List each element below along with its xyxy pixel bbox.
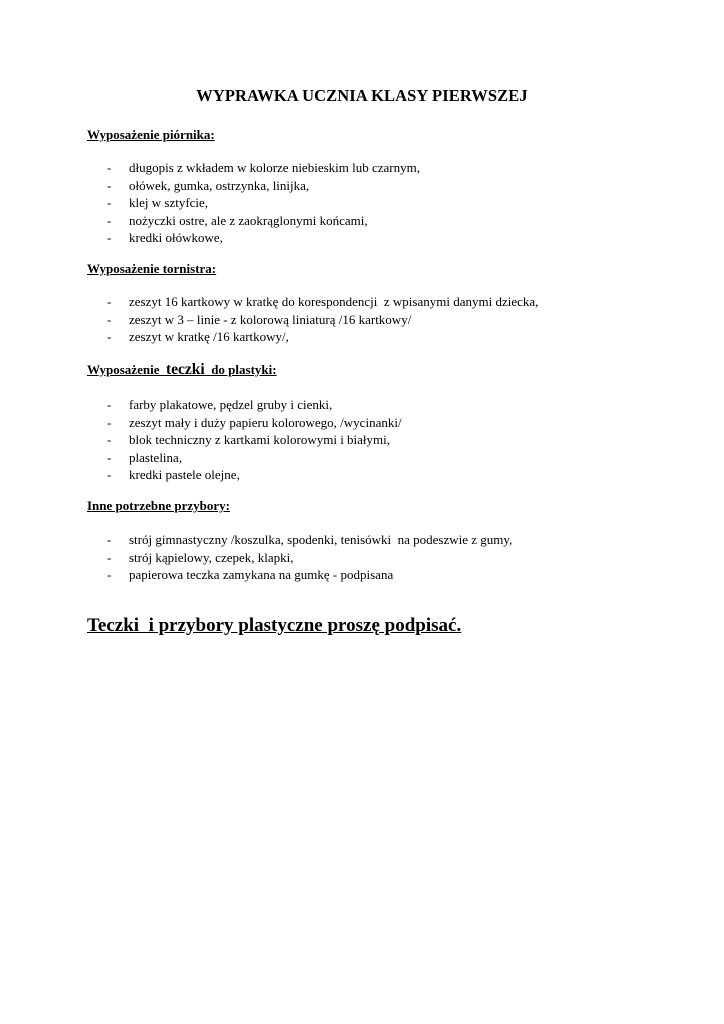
bullet-dash: - [107, 294, 112, 309]
list-item [87, 212, 687, 230]
bullet-dash: - [107, 397, 112, 412]
list-item [87, 229, 687, 247]
bullet-dash: - [107, 311, 112, 327]
list-item-text: ołówek, gumka, ostrzynka, linijka, [129, 177, 310, 193]
bullet-dash: - [107, 160, 112, 175]
section-heading: Wyposażenie piórnika: [87, 127, 215, 142]
bullet-dash: - [107, 432, 112, 447]
bullet-dash: - [107, 549, 112, 565]
bullet-dash: - [107, 449, 112, 465]
list-item-text: papierowa teczka zamykana na gumkę - podpisana [129, 567, 394, 582]
heading-part: Wyposażenie [87, 362, 166, 377]
list-item-text: plastelina, [129, 449, 183, 465]
section-pencil-case [87, 126, 687, 247]
section-other-supplies [87, 497, 687, 584]
section-heading [87, 361, 687, 379]
list-item [87, 531, 687, 549]
bullet-dash: - [107, 329, 112, 344]
section-backpack [87, 260, 687, 346]
bullet-dash: - [107, 195, 112, 210]
list-item-text: zeszyt 16 kartkowy w kratkę do korespondencji z wpisanymi danymi dziecka, [129, 294, 539, 309]
list-item [87, 293, 687, 311]
list-item [87, 194, 687, 212]
heading-part: teczki [165, 361, 205, 378]
item-list [87, 159, 687, 247]
list-item [87, 431, 687, 449]
list-item-text: klej w sztyfcie, [129, 195, 209, 210]
list-item [87, 549, 687, 567]
bullet-dash: - [107, 567, 112, 582]
item-list [87, 293, 687, 346]
list-item-text: nożyczki ostre, ale z zaokrąglonymi końcami, [129, 212, 368, 228]
list-item-text: farby plakatowe, pędzel gruby i cienki, [129, 397, 333, 412]
section-heading: Inne potrzebne przybory: [87, 498, 230, 513]
item-list [87, 531, 687, 584]
bullet-dash: - [107, 177, 112, 193]
bullet-dash: - [107, 532, 112, 547]
document-title: WYPRAWKA UCZNIA KLASY PIERWSZEJ [196, 86, 528, 105]
list-item-text: zeszyt mały i duży papieru kolorowego, /wycinanki/ [129, 414, 402, 430]
list-item-text: zeszyt w 3 – linie - z kolorową liniaturą /16 kartkowy/ [129, 311, 412, 327]
bullet-dash: - [107, 212, 112, 228]
list-item [87, 449, 687, 467]
bullet-dash: - [107, 414, 112, 430]
list-item [87, 466, 687, 484]
heading-part: do plastyki: [204, 362, 277, 377]
list-item-text: strój gimnastyczny /koszulka, spodenki, tenisówki na podeszwie z gumy, [129, 532, 513, 547]
list-item [87, 177, 687, 195]
list-item-text: strój kąpielowy, czepek, klapki, [129, 549, 294, 565]
list-item-text: blok techniczny z kartkami kolorowymi i białymi, [129, 432, 391, 447]
list-item-text: kredki pastele olejne, [129, 467, 240, 482]
item-list [87, 396, 687, 484]
list-item [87, 396, 687, 414]
final-note: Teczki i przybory plastyczne proszę podpisać. [87, 615, 462, 636]
list-item [87, 328, 687, 346]
list-item [87, 566, 687, 584]
bullet-dash: - [107, 467, 112, 482]
list-item [87, 414, 687, 432]
list-item-text: zeszyt w kratkę /16 kartkowy/, [129, 329, 289, 344]
list-item [87, 311, 687, 329]
section-art-folder [87, 361, 687, 484]
bullet-dash: - [107, 230, 112, 245]
list-item [87, 159, 687, 177]
section-heading: Wyposażenie tornistra: [87, 261, 217, 276]
list-item-text: długopis z wkładem w kolorze niebieskim lub czarnym, [129, 160, 420, 175]
list-item-text: kredki ołówkowe, [129, 230, 223, 245]
